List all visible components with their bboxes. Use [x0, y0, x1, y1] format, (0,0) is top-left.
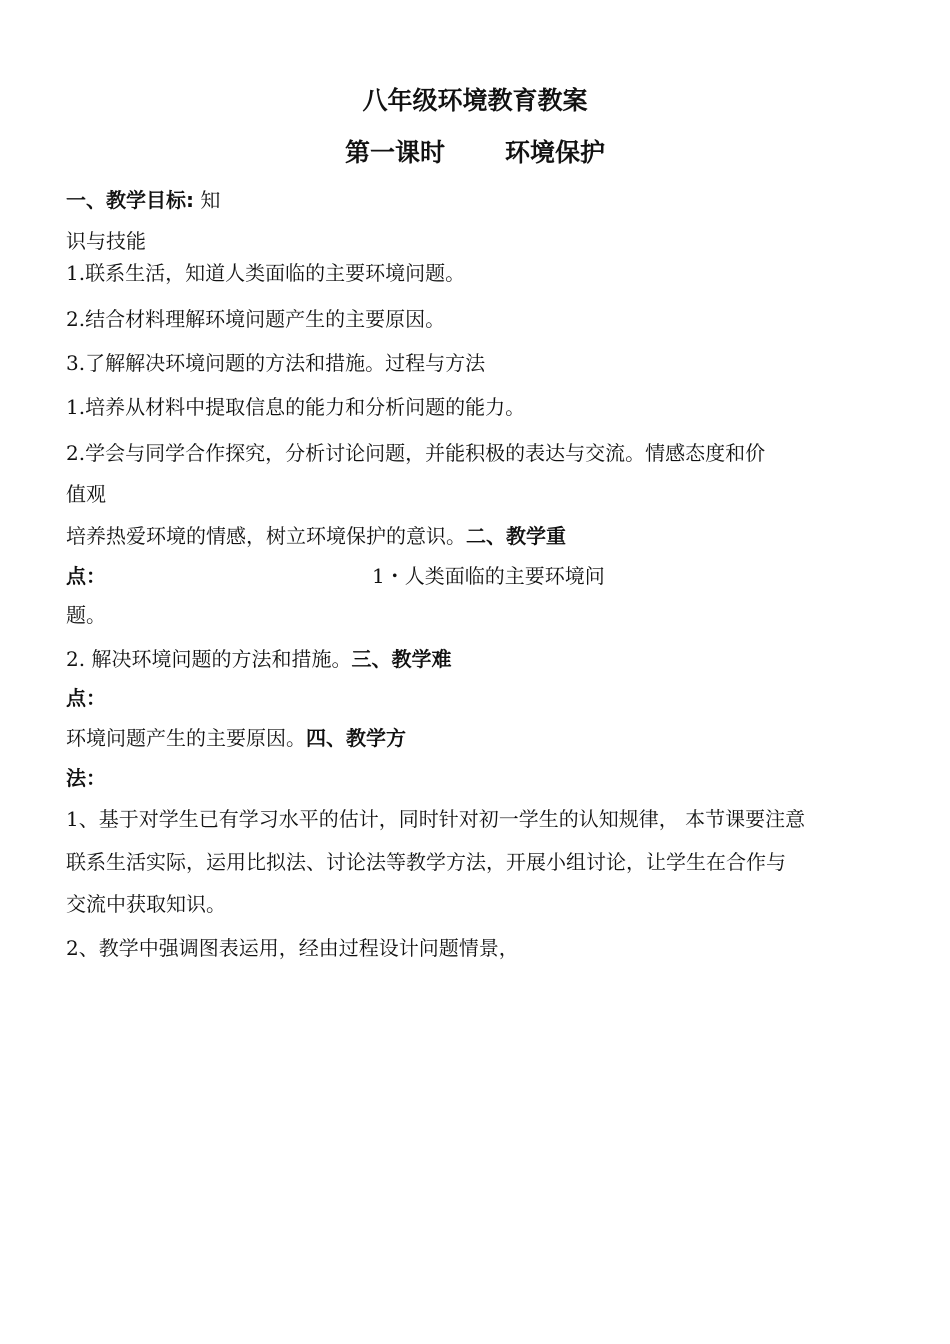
difficulty-text: 环境问题产生的主要原因。 [66, 726, 306, 750]
lesson-topic: 环境保护 [505, 138, 606, 167]
key-points-heading-line [66, 564, 106, 588]
section-key-points-heading: 二、教学重 [466, 524, 566, 548]
objective-item: 3.了解解决环境问题的方法和措施。过程与方法 [66, 351, 486, 375]
section-difficulty-heading: 三、教学难 [351, 647, 452, 671]
methods-paragraph-line: 交流中获取知识。 [66, 892, 226, 916]
lesson-number: 第一课时 [344, 138, 445, 167]
objective-item: 值观 [66, 482, 106, 506]
methods-paragraph-line: 1、基于对学生已有学习水平的估计，同时针对初一学生的认知规律， 本节课要注意 [66, 807, 806, 831]
objective-item: 2.学会与同学合作探究，分析讨论问题，并能积极的表达与交流。情感态度和价 [66, 441, 766, 465]
key-point-item: 1・人类面临的主要环境问 [372, 564, 605, 588]
difficulty-text-with-heading [66, 726, 406, 750]
methods-paragraph-line: 联系生活实际，运用比拟法、讨论法等教学方法，开展小组讨论，让学生在合作与 [66, 850, 786, 874]
lesson-subtitle [0, 138, 950, 168]
objective-item: 2.结合材料理解环境问题产生的主要原因。 [66, 307, 446, 331]
difficulty-heading-line [66, 686, 106, 710]
objective-item: 1.培养从材料中提取信息的能力和分析问题的能力。 [66, 395, 526, 419]
section-methods-heading-cont: 法： [66, 766, 106, 790]
objective-item: 1.联系生活，知道人类面临的主要环境问题。 [66, 261, 466, 285]
section-objectives-heading-line [66, 188, 220, 212]
section-methods-heading: 四、教学方 [306, 726, 406, 750]
objective-item-with-heading [66, 524, 566, 548]
section-objectives-heading: 一、教学目标: [66, 188, 194, 212]
document-title: 八年级环境教育教案 [362, 86, 588, 115]
objectives-subheading: 识与技能 [66, 229, 146, 253]
section-key-points-heading-cont: 点： [66, 564, 106, 588]
section-difficulty-heading-cont: 点： [66, 686, 106, 710]
key-point-item-cont: 题。 [66, 603, 106, 627]
methods-heading-line [66, 766, 106, 790]
key-point-item: 2. 解决环境问题的方法和措施。 [66, 647, 352, 671]
objective-item: 培养热爱环境的情感，树立环境保护的意识。 [66, 524, 466, 548]
key-point-item-with-heading [66, 647, 451, 671]
methods-paragraph-line: 2、教学中强调图表运用，经由过程设计问题情景， [66, 936, 519, 960]
objectives-heading-tail: 知 [200, 188, 221, 212]
